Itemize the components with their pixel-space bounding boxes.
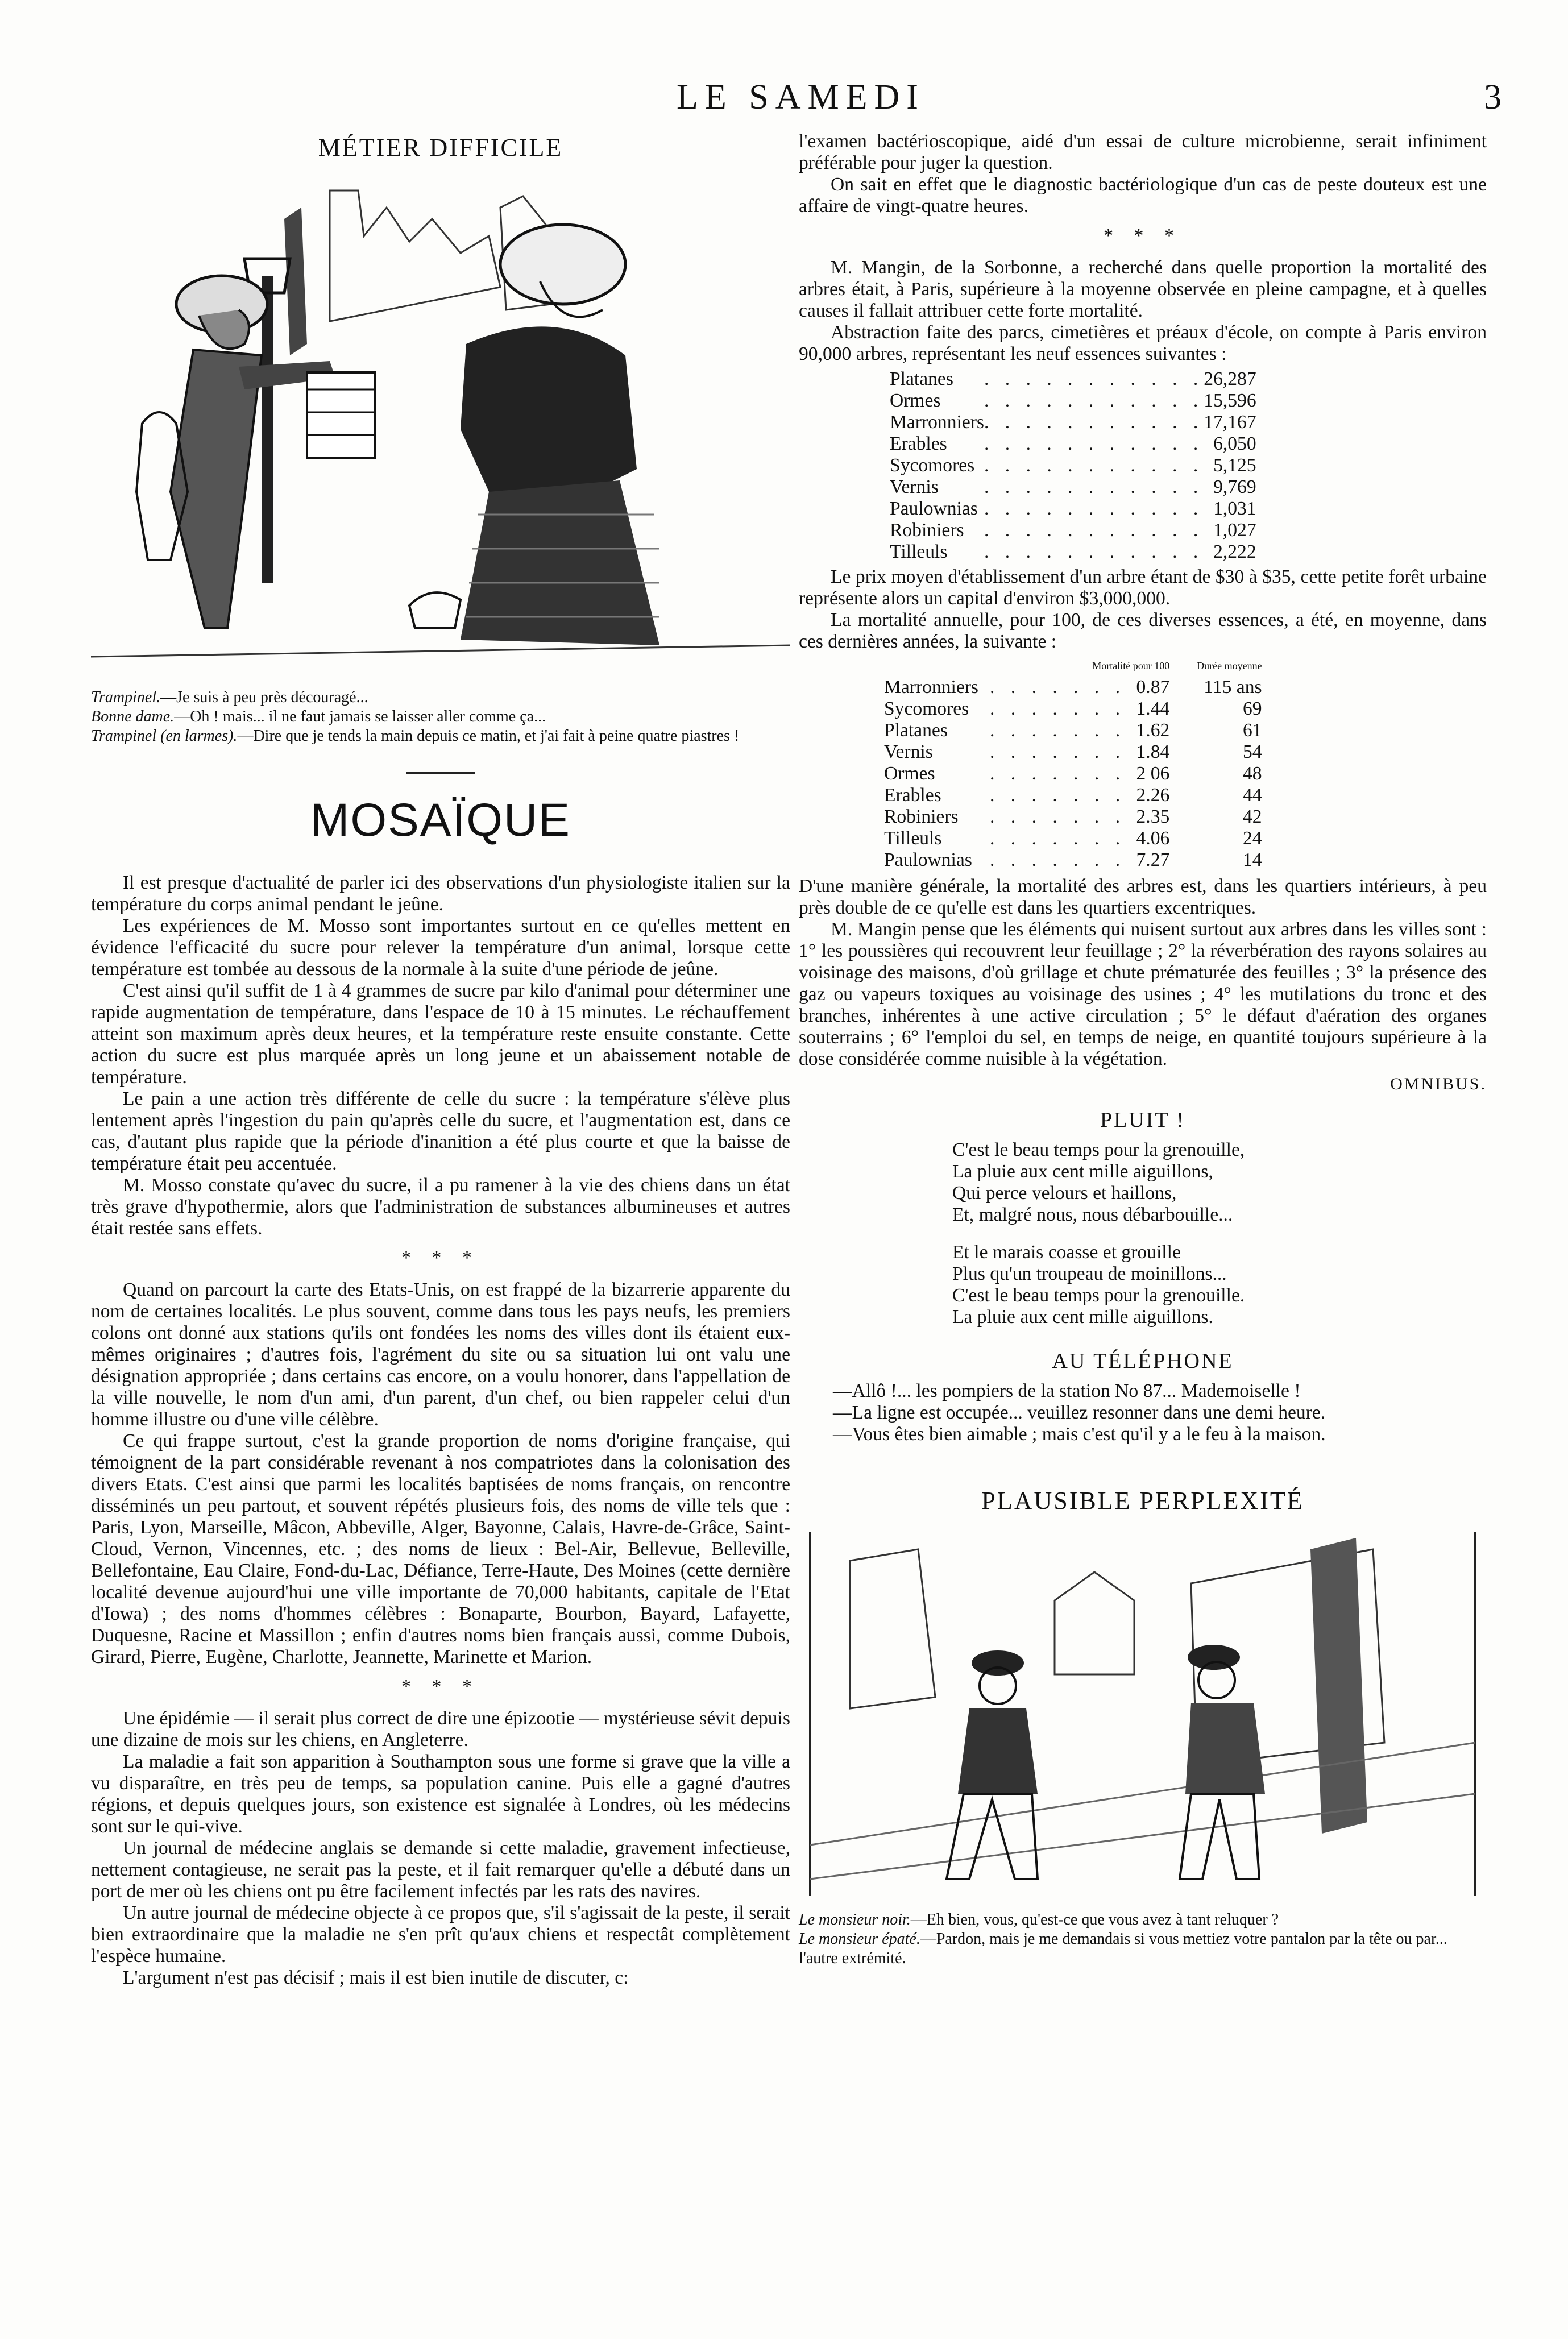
caption-line xyxy=(799,1930,1487,1968)
duration-value: 69 xyxy=(1242,698,1262,719)
paragraph: Abstraction faite des parcs, cimetières et préaux d'école, on compte à Paris environ 90,000 arbres, représentant les neuf essences suivantes : xyxy=(799,322,1487,364)
article-middle xyxy=(799,566,1487,653)
tree-name: Tilleuls xyxy=(884,828,942,849)
table-row xyxy=(890,368,1256,390)
mortality-number: 2 06 xyxy=(1136,763,1170,784)
paragraph: La mortalité annuelle, pour 100, de ces diverses essences, a été, en moyenne, dans ces dernières années, la suivante : xyxy=(799,609,1487,652)
table-row xyxy=(884,806,1262,828)
duration-value: 42 xyxy=(1242,806,1262,827)
tree-name: Robiniers xyxy=(890,520,964,541)
paragraph: La maladie a fait son apparition à Southampton sous une forme si grave que la ville a vu disparaître, en très peu de temps, sa population canine. Puis elle a gagné d'autres régions, et depuis quelques jours, son existence est signalée à Londres, où les médecins sont sur le qui-vive. xyxy=(91,1751,790,1837)
caption-text: —Dire que je tends la main depuis ce matin, et j'ai fait à peine quatre piastres ! xyxy=(237,727,740,745)
dialogue-line: —Vous êtes bien aimable ; mais c'est qu'il y a le feu à la maison. xyxy=(833,1424,1326,1445)
tree-count: 5,125 xyxy=(1213,455,1256,476)
leader-dots: . . . . . . . . . . . xyxy=(984,368,1204,389)
tree-name: Platanes xyxy=(884,720,948,741)
tree-name: Platanes xyxy=(890,368,953,389)
tree-name: Erables xyxy=(884,785,941,806)
leader-dots: . . . . . . . . . . . xyxy=(984,455,1204,476)
table-row xyxy=(890,433,1256,455)
table-row xyxy=(890,541,1256,563)
duration-value: 24 xyxy=(1242,828,1262,849)
mortality-value: . . . . . . . 0.87 xyxy=(989,677,1170,698)
mortality-value: . . . . . . . 4.06 xyxy=(989,828,1170,849)
leader-dots: . . . . . . . . . . . xyxy=(984,476,1204,497)
section-stars: * * * xyxy=(401,1247,480,1268)
leader-dots: . . . . . . . . . . . xyxy=(984,433,1204,454)
dialogue-line: —Allô !... les pompiers de la station No 87... Mademoiselle ! xyxy=(833,1380,1301,1401)
mortality-number: 1.84 xyxy=(1136,741,1170,762)
tree-name: Ormes xyxy=(890,390,941,411)
caption-text: —Pardon, mais je me demandais si vous mettiez votre pantalon par la tête ou par... l'autre extrémité. xyxy=(799,1930,1447,1967)
poem-line: Et, malgré nous, nous débarbouille... xyxy=(952,1204,1233,1225)
caption-speaker: Bonne dame. xyxy=(91,708,175,725)
paragraph: On sait en effet que le diagnostic bactériologique d'un cas de peste douteux est une affaire de vingt-quatre heures. xyxy=(799,174,1487,217)
newspaper-title: LE SAMEDI xyxy=(677,78,925,117)
caption-text: —Je suis à peu près découragé... xyxy=(160,689,368,706)
paragraph: Ce qui frappe surtout, c'est la grande proportion de noms d'origine française, qui témoignent de la part considérable revenant à nos compatriotes dans la colonisation des divers Etats. C'est ainsi que parmi les localités baptisées de noms français, on rencontre disséminés un peu partout, et souvent répétés plusieurs fois, des noms de ville tels que : Paris, Lyon, Marseille, Mâcon, Abbeville, Alger, Bayonne, Calais, Havre-de-Grâce, Saint-Cloud, Vernon, Vincennes, etc. ; des noms de lieux : Bel-Air, Bellevue, Belleville, Bellefontaine, Eau Claire, Fond-du-Lac, Défiance, Terre-Haute, Des Moines (cette dernière localité devenue aujourd'hui une ville importante de 70,000 habitants, capitale de l'Etat d'Iowa) ; des noms d'hommes célèbres : Bonaparte, Bourbon, Bayard, Lafayette, Duquesne, Racine et Massillon ; enfin d'autres noms bien français aussi, comme Dubois, Girard, Pierre, Eugène, Charlotte, Jeannette, Marinette et Marion. xyxy=(91,1430,790,1668)
table-row xyxy=(884,763,1262,785)
mortality-body xyxy=(884,677,1262,871)
mortality-table xyxy=(884,655,1262,871)
article-continuation xyxy=(799,131,1487,365)
tree-count: 26,287 xyxy=(1204,368,1256,389)
duration-value: 115 ans xyxy=(1204,677,1262,698)
paragraph: l'examen bactérioscopique, aidé d'un essai de culture microbienne, serait infiniment préférable pour juger la question. xyxy=(799,131,1487,173)
caption-speaker: Le monsieur épaté. xyxy=(799,1930,920,1948)
tree-name: Sycomores xyxy=(884,698,969,719)
duration-value: 44 xyxy=(1242,785,1262,806)
left-column xyxy=(91,131,790,1989)
mortality-value: . . . . . . . 2.35 xyxy=(989,806,1170,827)
table-row xyxy=(890,476,1256,498)
poem-line: La pluie aux cent mille aiguillons. xyxy=(952,1307,1213,1328)
tree-name: Robiniers xyxy=(884,806,959,827)
section-title: MOSAÏQUE xyxy=(310,794,571,846)
page-header xyxy=(0,77,1568,123)
author-signature: OMNIBUS. xyxy=(1390,1075,1487,1093)
table-row xyxy=(890,390,1256,412)
paragraph: M. Mangin pense que les éléments qui nuisent surtout aux arbres dans les villes sont : 1° les poussières qui recouvrent leur feuillage ; 2° la réverbération des rayons solaires au voisinage des maisons, d'où grillage et chute prématurée des feuilles ; 3° la présence des gaz ou vapeurs toxiques au voisinage des usines ; 4° les mutilations du tronc et des branches, inhérentes à une active circulation ; 5° le défaut d'aération des organes souterrains ; 6° l'emploi du sel, en temps de neige, en quantité toujours supérieure à la dose considérée comme nuisible à la végétation. xyxy=(799,919,1487,1069)
tree-name: Marronniers xyxy=(890,412,984,433)
tree-name: Vernis xyxy=(884,741,933,762)
cartoon-title: MÉTIER DIFFICILE xyxy=(318,134,563,161)
tree-count: 9,769 xyxy=(1213,476,1256,497)
table-row xyxy=(890,412,1256,433)
mortality-number: 2.35 xyxy=(1136,806,1170,827)
leader-dots: . . . . . . . . . . . xyxy=(984,541,1204,562)
caption-line xyxy=(799,1910,1487,1930)
separator-rule xyxy=(406,772,475,774)
tree-count: 1,031 xyxy=(1213,498,1256,519)
article-end xyxy=(799,876,1487,1070)
poem-line: C'est le beau temps pour la grenouille, xyxy=(952,1139,1245,1160)
duration-value: 54 xyxy=(1242,741,1262,762)
telephone-title: AU TÉLÉPHONE xyxy=(1052,1349,1234,1373)
leader-dots: . . . . . . . . . . . xyxy=(984,390,1204,411)
duration-value: 61 xyxy=(1242,720,1262,741)
table-row xyxy=(884,698,1262,720)
table-row xyxy=(884,741,1262,763)
tree-name: Ormes xyxy=(884,763,935,784)
trees-count-table xyxy=(890,368,1256,563)
section-stars: * * * xyxy=(1104,225,1182,246)
mortality-value: . . . . . . . 7.27 xyxy=(989,849,1170,870)
tree-name: Vernis xyxy=(890,476,939,497)
caption-speaker: Le monsieur noir. xyxy=(799,1911,911,1929)
caption-line xyxy=(91,707,790,727)
paragraph: Il est presque d'actualité de parler ici des observations d'un physiologiste italien sur la température du corps animal pendant le jeûne. xyxy=(91,872,790,915)
paragraph: M. Mangin, de la Sorbonne, a recherché dans quelle proportion la mortalité des arbres était, à Paris, supérieure à la moyenne observée en pleine campagne, et à quelles causes il fallait attribuer cette forte mortalité. xyxy=(799,257,1487,321)
poem-line: Plus qu'un troupeau de moinillons... xyxy=(952,1263,1227,1284)
paragraph: Une épidémie — il serait plus correct de dire une épizootie — mystérieuse sévit depuis une dizaine de mois sur les chiens, en Angleterre. xyxy=(91,1708,790,1751)
table-row xyxy=(890,520,1256,541)
article-body xyxy=(91,872,790,1989)
poem-line: C'est le beau temps pour la grenouille. xyxy=(952,1285,1245,1306)
table-row xyxy=(890,455,1256,476)
tree-count: 17,167 xyxy=(1204,412,1256,433)
cartoon2-caption xyxy=(799,1910,1487,1968)
cartoon2-illustration xyxy=(799,1527,1487,1902)
paragraph: C'est ainsi qu'il suffit de 1 à 4 grammes de sucre par kilo d'animal pour déterminer une rapide augmentation de température, dans l'espace de 10 à 15 minutes. Le réchauffement atteint son maximum après deux heures, et la température reste ensuite constante. Cette action du sucre est plus marquée après un long jeune et un abaissement notable de température. xyxy=(91,980,790,1088)
mortality-number: 1.62 xyxy=(1136,720,1170,741)
cartoon-caption xyxy=(91,688,790,746)
mortality-value: . . . . . . . 1.62 xyxy=(989,720,1170,741)
tree-count: 15,596 xyxy=(1204,390,1256,411)
mortality-value: . . . . . . . 2 06 xyxy=(989,763,1170,784)
tree-name: Sycomores xyxy=(890,455,975,476)
caption-text: —Oh ! mais... il ne faut jamais se laisser aller comme ça... xyxy=(174,708,546,725)
paragraph: L'argument n'est pas décisif ; mais il est bien inutile de discuter, c: xyxy=(123,1967,629,1988)
leader-dots: . . . . . . . . . . . xyxy=(984,498,1204,519)
section-stars: * * * xyxy=(401,1676,480,1697)
poem-line: Et le marais coasse et grouille xyxy=(952,1242,1181,1263)
mortality-number: 4.06 xyxy=(1136,828,1170,849)
mortality-header: Mortalité pour 100 xyxy=(1092,660,1170,671)
tree-name: Erables xyxy=(890,433,947,454)
caption-line xyxy=(91,688,790,707)
duration-value: 14 xyxy=(1242,849,1262,870)
leader-dots: . . . . . . . . . . . xyxy=(984,520,1204,541)
tree-count: 1,027 xyxy=(1213,520,1256,541)
caption-speaker: Trampinel (en larmes). xyxy=(91,727,238,745)
table-row xyxy=(884,785,1262,806)
duration-header: Durée moyenne xyxy=(1197,660,1262,671)
paragraph: Le pain a une action très différente de celle du sucre : la température s'élève plus lentement après l'ingestion du pain qu'après celle du sucre, et l'augmentation est, dans ce cas, d'autant plus rapide que la période d'inanition a été plus courte et que la baisse de température était peu accentuée. xyxy=(91,1088,790,1174)
mortality-number: 1.44 xyxy=(1136,698,1170,719)
duration-value: 48 xyxy=(1242,763,1262,784)
paragraph: Le prix moyen d'établissement d'un arbre étant de $30 à $35, cette petite forêt urbaine représente alors un capital d'environ $3,000,000. xyxy=(799,566,1487,609)
right-column xyxy=(799,131,1487,1968)
tree-name: Marronniers xyxy=(884,677,978,698)
telephone-dialogue xyxy=(799,1380,1487,1445)
mortality-value: . . . . . . . 1.84 xyxy=(989,741,1170,762)
caption-line xyxy=(91,727,790,746)
page-number: 3 xyxy=(1484,78,1501,117)
cartoon2-title: PLAUSIBLE PERPLEXITÉ xyxy=(981,1487,1304,1515)
table-row xyxy=(890,498,1256,520)
poem-line: Qui perce velours et haillons, xyxy=(952,1183,1177,1204)
dialogue-line: —La ligne est occupée... veuillez resonner dans une demi heure. xyxy=(833,1402,1326,1423)
table-row xyxy=(884,828,1262,849)
caption-text: —Eh bien, vous, qu'est-ce que vous avez à tant reluquer ? xyxy=(910,1911,1279,1929)
tree-name: Paulownias xyxy=(884,849,972,870)
table-row xyxy=(884,849,1262,871)
paragraph: D'une manière générale, la mortalité des arbres est, dans les quartiers intérieurs, à peu près double de ce qu'elle est dans les quartiers excentriques. xyxy=(799,876,1487,918)
caption-speaker: Trampinel. xyxy=(91,689,161,706)
tree-name: Tilleuls xyxy=(890,541,948,562)
paragraph: Un journal de médecine anglais se demande si cette maladie, gravement infectieuse, nettement contagieuse, ne serait pas la peste, et il fait remarquer qu'elle a débuté dans un port de mer où les chiens ont pu être facilement infectés par les rats des navires. xyxy=(91,1838,790,1902)
mortality-value: . . . . . . . 2.26 xyxy=(989,785,1170,806)
poem xyxy=(799,1139,1487,1328)
mortality-number: 2.26 xyxy=(1136,785,1170,806)
tree-name: Paulownias xyxy=(890,498,978,519)
tree-count: 2,222 xyxy=(1213,541,1256,562)
table-row xyxy=(884,677,1262,698)
trees-count-body xyxy=(890,368,1256,563)
leader-dots: . . . . . . . . . . . xyxy=(984,412,1204,433)
paragraph: Un autre journal de médecine objecte à ce propos que, s'il s'agissait de la peste, il serait bien extraordinaire que la maladie ne s'en prît qu'aux chiens et respectât complètement l'espèce humaine. xyxy=(91,1902,790,1967)
mortality-number: 0.87 xyxy=(1136,677,1170,698)
table-row xyxy=(884,720,1262,741)
paragraph: Les expériences de M. Mosso sont importantes surtout en ce qu'elles mettent en évidence l'efficacité du sucre pour relever la température d'un animal, lorsque cette température est tombée au dessous de la normale à la suite d'une période de jeûne. xyxy=(91,915,790,980)
mortality-number: 7.27 xyxy=(1136,849,1170,870)
poem-title: PLUIT ! xyxy=(1100,1108,1186,1132)
cartoon-illustration xyxy=(91,173,790,679)
paragraph: Quand on parcourt la carte des Etats-Unis, on est frappé de la bizarrerie apparente du nom de certaines localités. Le plus souvent, comme dans tous les pays neufs, les premiers colons ont donné aux stations qu'ils ont fondées les noms des villes dont ils étaient eux-mêmes originaires ; d'autres fois, l'agrément du site ou sa situation lui ont valu une désignation appropriée ; dans certains cas encore, on a voulu honorer, dans l'appellation de la ville nouvelle, le nom d'un ami, d'un parent, d'un chef, ou bien rappeler celui d'un homme illustre ou d'une ville célèbre. xyxy=(91,1279,790,1430)
poem-line: La pluie aux cent mille aiguillons, xyxy=(952,1161,1213,1182)
mortality-value: . . . . . . . 1.44 xyxy=(989,698,1170,719)
tree-count: 6,050 xyxy=(1213,433,1256,454)
paragraph: M. Mosso constate qu'avec du sucre, il a pu ramener à la vie des chiens dans un état très grave d'hypothermie, alors que l'administration de substances albumineuses et autres était restée sans effets. xyxy=(91,1175,790,1239)
